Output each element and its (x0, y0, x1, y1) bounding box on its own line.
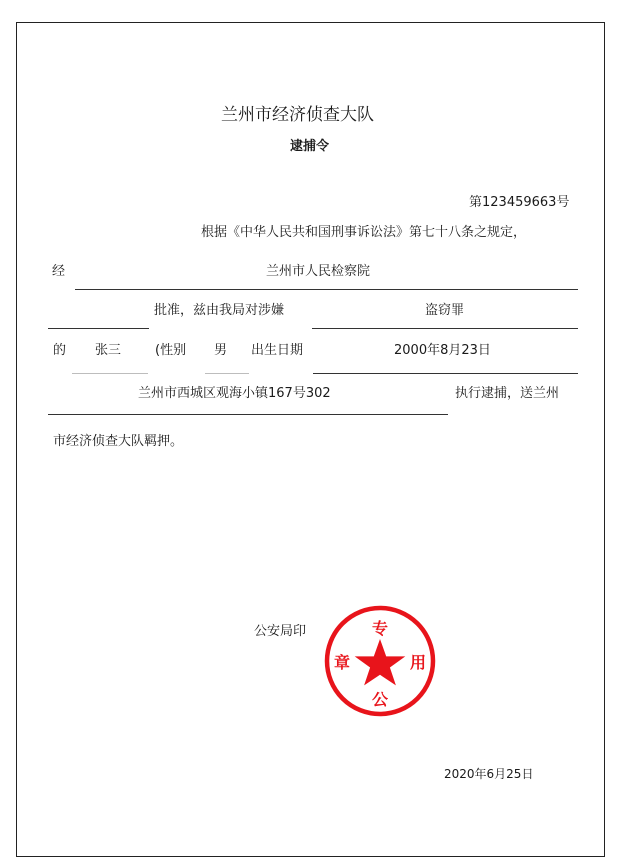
suspect-address: 兰州市西城区观海小镇167号302 (138, 386, 331, 401)
document-title: 兰州市经济侦查大队 (221, 105, 374, 125)
seal-star-icon (355, 639, 406, 685)
gender-label: (性别 (155, 343, 187, 358)
seal-char-right: 用 (409, 653, 427, 672)
dob-label: 出生日期 (251, 343, 304, 358)
approval-text: 批准，兹由我局对涉嫌 (154, 303, 285, 318)
row2-left-underline (48, 328, 149, 329)
seal-char-top: 专 (371, 619, 389, 638)
official-seal (322, 604, 438, 718)
suspect-gender: 男 (214, 343, 228, 358)
of-text: 的 (53, 343, 67, 358)
issue-date: 2020年6月25日 (444, 767, 534, 781)
name-underline (72, 373, 148, 374)
custody-text: 市经济侦查大队羁押。 (53, 434, 184, 449)
legal-basis-text: 根据《中华人民共和国刑事诉讼法》第七十八条之规定， (201, 225, 527, 240)
suspected-crime: 盗窃罪 (425, 303, 465, 318)
seal-label: 公安局印 (254, 624, 307, 639)
authority-underline (75, 289, 578, 290)
approval-prefix: 经 (52, 264, 66, 279)
approving-authority: 兰州市人民检察院 (266, 264, 371, 279)
document-number: 第123459663号 (469, 195, 570, 210)
execution-text: 执行逮捕，送兰州 (455, 386, 560, 401)
suspect-name: 张三 (95, 343, 122, 358)
dob-underline (313, 373, 578, 374)
document-subtitle: 逮捕令 (290, 139, 330, 154)
address-underline (48, 414, 448, 415)
seal-char-bottom: 公 (371, 690, 389, 709)
seal-char-left: 章 (333, 653, 351, 672)
gender-underline (205, 373, 249, 374)
crime-underline (312, 328, 578, 329)
suspect-dob: 2000年8月23日 (394, 343, 491, 358)
